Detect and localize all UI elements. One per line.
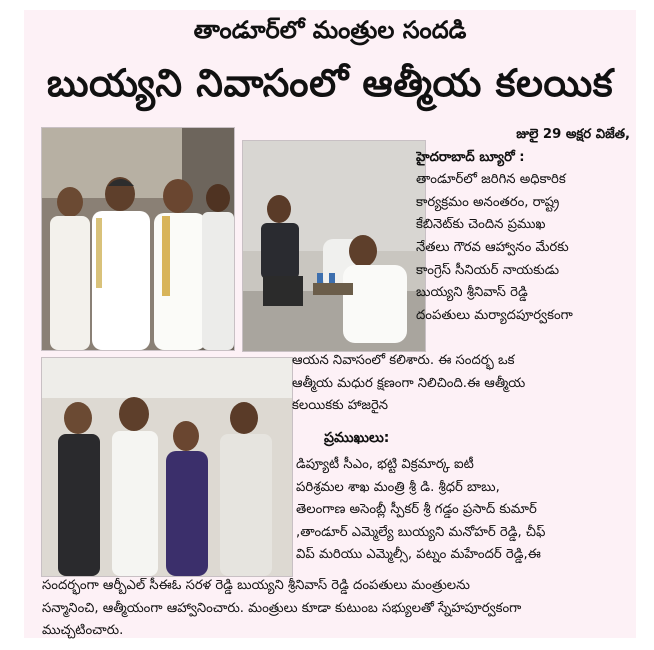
body-line: కాంగ్రెస్ సీనియర్ నాయకుడు [416, 262, 560, 278]
newspaper-clipping [24, 10, 636, 638]
body-line: బుయ్యని శ్రీనివాస్ రెడ్డి [416, 285, 528, 301]
body-line: సన్మానించి, ఆత్మీయంగా ఆహ్వానించారు. మంత్రులు కూడా కుటుంబ సభ్యులతో స్నేహపూర్వకంగా [42, 600, 522, 616]
body-line: కలయికకు హాజరైన [292, 398, 389, 414]
subhead-dignitaries: ప్రముఖులు: [324, 430, 390, 446]
body-line: తెలంగాణ అసెంబ్లీ స్పీకర్ శ్రీ గడ్డం ప్రసాద్ కుమార్ [296, 502, 537, 518]
body-line: ,తాండూర్ ఎమ్మెల్యే బుయ్యని మనోహర్ రెడ్డి, చీఫ్ [296, 524, 546, 540]
body-line: దంపతులు మర్యాదపూర్వకంగా [416, 307, 573, 323]
body-line: కార్యక్రమం అనంతరం, రాష్ట్ర [416, 194, 560, 210]
article-block-full [42, 575, 630, 643]
body-line: ఆత్మీయ మధుర క్షణంగా నిలిచింది.ఈ ఆత్మీయ [292, 375, 526, 391]
body-line: ముచ్చటించారు. [42, 623, 124, 639]
body-line: కేబినెట్‌కు చెందిన ప్రముఖ [416, 217, 546, 233]
dateline-line-1: జులై 29 అక్షర విజేత, [516, 127, 630, 142]
kicker-headline: తాండూర్‌లో మంత్రుల సందడి [193, 16, 467, 44]
article-column-right [416, 124, 630, 327]
photo-four-posing [41, 357, 293, 577]
article-block-mid [292, 350, 630, 418]
body-line: సందర్భంగా ఆర్బీఎల్ సీఈఓ సరళ రెడ్డి బుయ్యని శ్రీనివాస్ రెడ్డి దంపతులు మంత్రులను [42, 578, 470, 593]
article-block-dignitaries [296, 454, 630, 567]
body-line: నేతలు గౌరవ ఆహ్వానం మేరకు [416, 239, 569, 255]
body-line: డిప్యూటీ సీఎం, భట్టి విక్రమార్క ఐటీ [296, 457, 474, 472]
body-line: ఆయన నివాసంలో కలిశారు. ఈ సందర్భ ఒక [292, 353, 515, 368]
main-headline: బుయ్యని నివాసంలో ఆత్మీయ కలయిక [46, 61, 614, 105]
dateline-line-2: హైదరాబాద్ బ్యూరో : [416, 149, 525, 165]
photo-seated-meeting [242, 140, 426, 352]
body-line: తాండూర్‌లో జరిగిన అధికారిక [416, 172, 566, 188]
photo-group-standing [41, 127, 235, 351]
body-line: పరిశ్రమల శాఖ మంత్రి శ్రీ డి. శ్రీధర్ బాబు, [296, 479, 500, 495]
body-line: విప్ మరియు ఎమ్మెల్సీ, పట్నం మహేందర్ రెడ్డి,ఈ [296, 547, 541, 563]
